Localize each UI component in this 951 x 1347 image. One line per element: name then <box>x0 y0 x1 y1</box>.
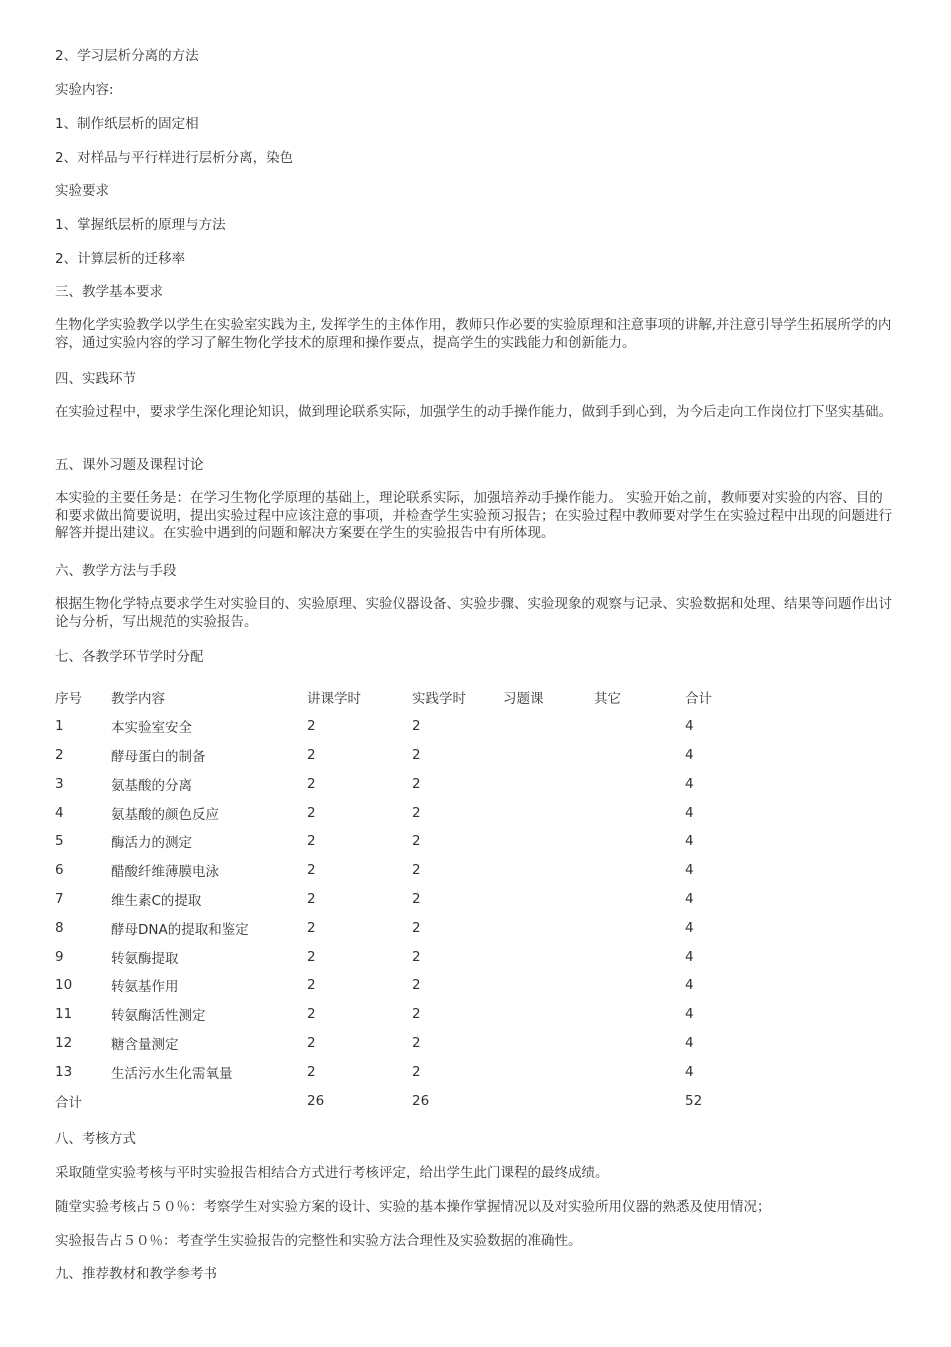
table-cell: 2 <box>412 862 421 879</box>
section-6-body: 根据生物化学特点要求学生对实验目的、实验原理、实验仪器设备、实验步骤、实验现象的观察与记录、实验数据和处理、结果等问题作出讨论与分析，写出规范的实验报告。 <box>55 596 892 630</box>
table-row <box>55 798 745 827</box>
table-row <box>55 1029 745 1058</box>
section-6-heading: 六、教学方法与手段 <box>55 563 177 579</box>
table-cell: 2 <box>307 746 316 763</box>
table-cell: 5 <box>55 833 64 850</box>
table-cell: 维生素C的提取 <box>111 892 202 909</box>
table-cell: 2 <box>412 746 421 763</box>
table-cell: 2 <box>307 1006 316 1023</box>
hours-allocation-table <box>55 683 745 1115</box>
table-header-row <box>55 683 745 712</box>
table-cell <box>503 1029 594 1058</box>
section-4-heading: 四、实践环节 <box>55 371 136 387</box>
table-cell <box>503 712 594 741</box>
table-row <box>55 741 745 770</box>
table-cell: 1 <box>55 718 64 735</box>
table-cell: 本实验室安全 <box>111 720 192 737</box>
table-cell: 3 <box>55 775 64 792</box>
total-cell <box>503 1086 594 1115</box>
table-row <box>55 913 745 942</box>
table-row <box>55 1000 745 1029</box>
table-cell <box>594 798 685 827</box>
table-cell: 糖含量测定 <box>111 1036 179 1053</box>
table-cell: 4 <box>685 804 694 821</box>
table-cell: 酵母DNA的提取和鉴定 <box>111 921 249 938</box>
table-cell: 酵母蛋白的制备 <box>111 748 206 765</box>
table-cell: 2 <box>412 890 421 907</box>
content-item-2: 2、对样品与平行样进行层析分离，染色 <box>55 150 294 166</box>
section-3-heading: 三、教学基本要求 <box>55 284 163 300</box>
table-row <box>55 827 745 856</box>
table-cell: 转氨酶活性测定 <box>111 1008 206 1025</box>
table-cell: 7 <box>55 890 64 907</box>
header-cell: 讲课学时 <box>307 691 361 708</box>
objective-line-2: 2、学习层析分离的方法 <box>55 48 199 64</box>
requirement-item-2: 2、计算层析的迁移率 <box>55 251 186 267</box>
table-cell: 2 <box>412 1063 421 1080</box>
section-8-heading: 八、考核方式 <box>55 1131 136 1147</box>
table-row <box>55 942 745 971</box>
table-cell: 2 <box>412 804 421 821</box>
table-cell: 2 <box>412 775 421 792</box>
table-cell: 2 <box>307 862 316 879</box>
section-9-heading: 九、推荐教材和教学参考书 <box>55 1266 217 1282</box>
content-item-1: 1、制作纸层析的固定相 <box>55 116 199 132</box>
table-cell: 4 <box>685 775 694 792</box>
table-row <box>55 769 745 798</box>
table-cell: 转氨基作用 <box>111 979 179 996</box>
content-heading: 实验内容: <box>55 82 114 98</box>
table-cell <box>503 769 594 798</box>
total-cell: 52 <box>685 1092 703 1109</box>
table-cell: 转氨酶提取 <box>111 950 179 967</box>
table-cell: 10 <box>55 977 73 994</box>
table-cell: 2 <box>307 718 316 735</box>
table-cell: 4 <box>685 1063 694 1080</box>
table-cell <box>503 885 594 914</box>
table-cell <box>594 971 685 1000</box>
table-cell: 4 <box>685 833 694 850</box>
table-cell: 4 <box>685 977 694 994</box>
requirement-item-1: 1、掌握纸层析的原理与方法 <box>55 217 226 233</box>
table-cell: 生活污水生化需氧量 <box>111 1065 233 1082</box>
total-cell: 26 <box>412 1092 430 1109</box>
table-cell: 2 <box>307 1034 316 1051</box>
table-cell: 2 <box>412 919 421 936</box>
table-cell: 4 <box>55 804 64 821</box>
table-total-row <box>55 1086 745 1115</box>
table-row <box>55 885 745 914</box>
header-cell: 其它 <box>594 691 621 708</box>
table-cell <box>594 942 685 971</box>
requirement-heading: 实验要求 <box>55 183 109 199</box>
header-cell: 习题课 <box>503 691 544 708</box>
table-cell: 12 <box>55 1034 73 1051</box>
table-cell <box>594 827 685 856</box>
table-cell: 2 <box>412 948 421 965</box>
total-cell <box>111 1086 307 1115</box>
section-5-heading: 五、课外习题及课程讨论 <box>55 457 204 473</box>
table-cell: 2 <box>307 948 316 965</box>
table-cell: 4 <box>685 948 694 965</box>
table-cell <box>503 827 594 856</box>
table-cell <box>594 1000 685 1029</box>
table-cell: 2 <box>412 1006 421 1023</box>
table-row <box>55 1057 745 1086</box>
section-5-body: 本实验的主要任务是：在学习生物化学原理的基础上，理论联系实际，加强培养动手操作能力。 实验开始之前，教师要对实验的内容、目的和要求做出简要说明，提出实验过程中应该注意的事项，并检查学生实验预习报告；在实验过程中教师要对学生在实验过程中出现的问题进行解答并提出建议。在实验中遇到的问题和解决方案要在学生的实验报告中有所体现。 <box>55 490 892 541</box>
header-cell: 实践学时 <box>412 691 466 708</box>
table-cell <box>594 712 685 741</box>
table-row <box>55 856 745 885</box>
table-cell: 2 <box>412 833 421 850</box>
table-cell: 13 <box>55 1063 73 1080</box>
table-cell: 4 <box>685 1034 694 1051</box>
table-cell: 2 <box>307 890 316 907</box>
table-cell: 酶活力的测定 <box>111 835 192 852</box>
table-cell <box>503 942 594 971</box>
section-7-heading: 七、各教学环节学时分配 <box>55 649 204 665</box>
table-cell <box>594 913 685 942</box>
table-cell: 4 <box>685 862 694 879</box>
table-cell: 9 <box>55 948 64 965</box>
total-cell: 合计 <box>55 1094 82 1111</box>
table-cell <box>594 1057 685 1086</box>
table-cell <box>594 741 685 770</box>
section-8-body-3: 实验报告占５０％：考查学生实验报告的完整性和实验方法合理性及实验数据的准确性。 <box>55 1233 582 1249</box>
table-cell: 2 <box>55 746 64 763</box>
table-cell <box>503 971 594 1000</box>
table-cell <box>594 1029 685 1058</box>
table-cell: 醋酸纤维薄膜电泳 <box>111 864 219 881</box>
table-cell: 4 <box>685 718 694 735</box>
table-cell <box>503 856 594 885</box>
header-cell: 合计 <box>685 691 712 708</box>
table-cell: 2 <box>412 718 421 735</box>
section-8-body-1: 采取随堂实验考核与平时实验报告相结合方式进行考核评定，给出学生此门课程的最终成绩。 <box>55 1165 609 1181</box>
table-cell: 2 <box>307 919 316 936</box>
header-cell: 教学内容 <box>111 691 165 708</box>
table-cell: 4 <box>685 1006 694 1023</box>
table-cell <box>503 1000 594 1029</box>
section-8-body-2: 随堂实验考核占５０％：考察学生对实验方案的设计、实验的基本操作掌握情况以及对实验所用仪器的熟悉及使用情况； <box>55 1199 771 1215</box>
table-cell <box>503 1057 594 1086</box>
table-cell <box>594 885 685 914</box>
table-cell <box>503 913 594 942</box>
total-cell <box>594 1086 685 1115</box>
table-cell: 2 <box>412 977 421 994</box>
table-cell: 2 <box>307 775 316 792</box>
header-cell: 序号 <box>55 691 82 708</box>
table-cell: 8 <box>55 919 64 936</box>
table-cell <box>594 769 685 798</box>
table-cell: 11 <box>55 1006 73 1023</box>
table-cell: 2 <box>307 977 316 994</box>
section-3-body: 生物化学实验教学以学生在实验室实践为主, 发挥学生的主体作用，教师只作必要的实验原理和注意事项的讲解,并注意引导学生拓展所学的内容，通过实验内容的学习了解生物化学技术的原理和操作要点，提高学生的实践能力和创新能力。 <box>55 317 892 351</box>
table-cell: 2 <box>307 833 316 850</box>
table-cell <box>594 856 685 885</box>
table-cell: 6 <box>55 862 64 879</box>
table-cell: 2 <box>307 1063 316 1080</box>
total-cell: 26 <box>307 1092 325 1109</box>
table-cell <box>503 741 594 770</box>
table-cell: 氨基酸的颜色反应 <box>111 806 219 823</box>
table-cell: 2 <box>412 1034 421 1051</box>
section-4-body: 在实验过程中，要求学生深化理论知识，做到理论联系实际，加强学生的动手操作能力，做到手到心到，为今后走向工作岗位打下坚实基础。 <box>55 404 892 420</box>
table-cell: 4 <box>685 919 694 936</box>
table-row <box>55 971 745 1000</box>
table-cell: 4 <box>685 746 694 763</box>
table-cell: 4 <box>685 890 694 907</box>
table-cell: 氨基酸的分离 <box>111 777 192 794</box>
table-cell: 2 <box>307 804 316 821</box>
table-row <box>55 712 745 741</box>
table-cell <box>503 798 594 827</box>
